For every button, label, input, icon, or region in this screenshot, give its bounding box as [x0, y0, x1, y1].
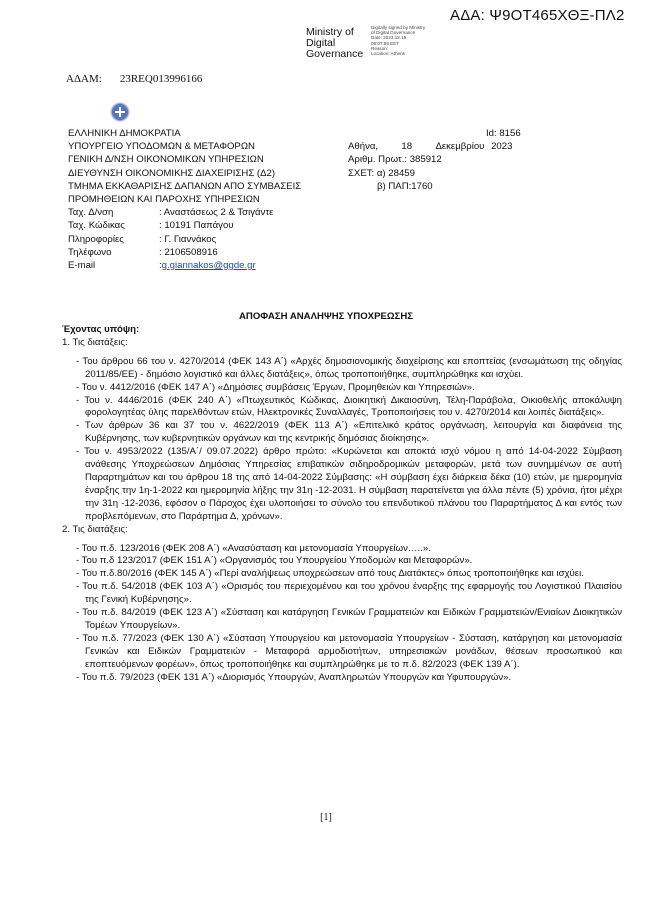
adam-value: 23REQ013996166 — [119, 73, 203, 85]
document-body — [62, 324, 622, 684]
list-item: - Του π.δ. 79/2023 (ΦΕΚ 131 Α΄) «Διορισμός Υπουργών, Αναπληρωτών Υπουργών και Υφυπουργών». — [76, 671, 512, 683]
list-item: - Του π.δ. 84/2019 (ΦΕΚ 123 Α΄) «Σύσταση και κατάργηση Γενικών Γραμματειών και Ειδικών Γραμματειών/Ενιαίων Διοικητικών Τομέων Υπουργείων». — [76, 607, 622, 631]
sender-line: ΠΡΟΜΗΘΕΙΩΝ ΚΑΙ ΠΑΡΟΧΗΣ ΥΠΗΡΕΣΙΩΝ — [68, 194, 260, 206]
signer-line: Ministry of — [306, 26, 354, 38]
email-link[interactable]: g.giannakos@ggde.gr — [161, 260, 256, 272]
list-item: - Του π.δ 123/2017 (ΦΕΚ 151 Α΄) «Οργανισμός του Υπουργείου Υποδομών και Μεταφορών». — [76, 555, 473, 567]
considering-heading: Έχοντας υπόψη: — [62, 324, 140, 335]
list-item: - Του π.δ. 54/2018 (ΦΕΚ 103 Α΄) «Ορισμός του περιεχομένου και του χρόνου έναρξης της εφαρμογής του Λογιστικού Πλαισίου της Γενική Κυβέρνησης». — [76, 581, 622, 606]
contact-email — [68, 259, 301, 272]
document-title: ΑΠΟΦΑΣΗ ΑΝΑΛΗΨΗΣ ΥΠΟΧΡΕΩΣΗΣ — [238, 311, 414, 322]
signature-line: Reason: — [371, 45, 389, 51]
contact-info — [68, 233, 301, 246]
contact-value: : Αναστάσεως 2 & Τσιγάντε — [159, 207, 274, 219]
protocol-number: Αριθμ. Πρωτ.: 385912 — [348, 154, 442, 166]
document-date — [348, 140, 521, 153]
contact-label: Πληροφορίες — [68, 233, 124, 245]
sender-line: ΔΙΕΥΘΥΝΣΗ ΟΙΚΟΝΟΜΙΚΗΣ ΔΙΑΧΕΙΡΙΣΗΣ (Δ2) — [68, 167, 276, 179]
contact-value: : 2106508916 — [159, 246, 218, 258]
page-number: [1] — [320, 812, 332, 823]
reference-b: β) ΠΑΠ:1760 — [377, 180, 433, 192]
section-2-heading: 2. Τις διατάξεις: — [62, 523, 128, 535]
ada-code: ΑΔΑ: Ψ9ΟΤ465ΧΘΞ-ΠΛ2 — [450, 7, 625, 24]
signature-line: of Digital Governance — [371, 30, 416, 36]
list-item: - Του π.δ. 123/2016 (ΦΕΚ 208 Α΄) «Ανασύσταση και μετονομασία Υπουργείων…..». — [76, 542, 431, 554]
contact-label: E-mail — [68, 260, 96, 272]
section-2-list — [76, 543, 622, 685]
list-item: - Του π.δ.80/2016 (ΦΕΚ 145 Α΄) «Περί αναλήψεως υποχρεώσεων από τους Διατάκτες» όπως τροποποιήθηκε και ισχύει. — [76, 568, 584, 580]
date-year: 2023 — [491, 141, 513, 153]
signature-line: Date: 2023.12.19 — [371, 35, 407, 41]
document-id: Id: 8156 — [486, 128, 521, 139]
contact-address — [68, 206, 301, 219]
list-item: - Του ν. 4953/2022 (135/Α΄/ 09.07.2022) άρθρο πρώτο: «Κυρώνεται και αποκτά ισχύ νόμου η από 14-04-2022 Σύμβαση ανάθεσης Υποχρεώσεων Δημόσιας Υπηρεσίας επιβατικών σιδηροδρομικών μεταφορών, μετά των συνημμένων σε αυτή Παραρτημάτων και του άρθρου 18 της από 14-04-2022 Σύμβασης: «Η σύμβαση έχει διάρκεια δέκα (10) ετών, με ημερομηνία έναρξης την 1η-1-2022 και ημερομηνία λήξης την 31η -12-2031. Η σύμβαση παρατείνεται για άλλα πέντε (5) χρόνια, ήτοι μέχρι την 31η -12-2036, εφόσον ο Πάροχος έχει υλοποιήσει το σύνολο του επενδυτικού πλάνου του Παραρτήματος Δ και εντός των προβλεπόμενων, στο Παράρτημα Δ, χρόνων». — [76, 446, 622, 522]
contact-label: Τηλέφωνο — [68, 246, 112, 258]
sender-line: ΥΠΟΥΡΓΕΙΟ ΥΠΟΔΟΜΩΝ & ΜΕΤΑΦΟΡΩΝ — [68, 141, 255, 153]
date-city: Αθήνα, — [348, 141, 379, 153]
signature-line: Digitally signed by Ministry — [371, 25, 426, 30]
contact-postcode — [68, 219, 301, 232]
section-1-heading: 1. Τις διατάξεις: — [62, 336, 128, 348]
email-prefix: : — [159, 260, 162, 272]
signer-name — [306, 27, 363, 60]
contact-phone — [68, 246, 301, 259]
contact-value: : 10191 Παπάγου — [159, 220, 234, 232]
sender-line: ΕΛΛΗΝΙΚΗ ΔΗΜΟΚΡΑΤΙΑ — [68, 128, 181, 139]
date-month: Δεκεμβρίου — [435, 141, 485, 153]
greek-emblem-icon — [111, 103, 129, 121]
adam-reference — [66, 73, 202, 85]
list-item: - Των άρθρων 36 και 37 του ν. 4622/2019 (ΦΕΚ 113 Α΄) «Επιτελικό κράτος οργάνωση, λειτουργία και διαφάνεια της Κυβέρνησης, των κυβερνητικών οργάνων και της κεντρικής δημόσιας διοίκησης». — [76, 420, 622, 445]
sender-block — [68, 127, 301, 272]
signature-line: Location: Athens — [371, 51, 405, 57]
list-item: - Του ν. 4446/2016 (ΦΕΚ 240 Α΄) «Πτωχευτικός Κώδικας, Διοικητική Δικαιοσύνη, Τέλη-Παράβολα, Οικιοθελής αποκάλυψη φορολογητέας ύλης παρελθόντων ετών, Ηλεκτρονικές Συναλλαγές, Τροποποιήσεις του ν. 4270/2014 και λοιπές διατάξεις». — [76, 394, 622, 419]
contact-label: Ταχ. Κώδικας — [68, 220, 125, 232]
signer-line: Digital — [306, 37, 336, 49]
document-meta — [348, 127, 521, 193]
contact-label: Ταχ. Δ/νση — [68, 207, 114, 219]
contact-value: : Γ. Γιαννάκος — [159, 233, 217, 245]
reference-a: ΣΧΕΤ: α) 28459 — [348, 167, 415, 179]
sender-line: ΤΜΗΜΑ ΕΚΚΑΘΑΡΙΣΗΣ ΔΑΠΑΝΩΝ ΑΠΟ ΣΥΜΒΑΣΕΙΣ — [68, 180, 302, 192]
signature-details — [371, 25, 425, 56]
sender-line: ΓΕΝΙΚΗ Δ/ΝΣΗ ΟΙΚΟΝΟΜΙΚΩΝ ΥΠΗΡΕΣΙΩΝ — [68, 154, 264, 166]
signer-line: Governance — [306, 48, 364, 60]
section-1-list — [76, 356, 622, 524]
list-item: - Του π.δ. 77/2023 (ΦΕΚ 130 Α΄) «Σύσταση Υπουργείου και μετονομασία Υπουργείων - Σύσταση, κατάργηση και μετονομασία Γενικών και Ειδικών Γραμματειών - Μεταφορά αρμοδιοτήτων, υπηρεσιακών μονάδων, θέσεων προσωπικού και εποπτευόμενων φορέων», όπως τροποποιήθηκε και συμπληρώθηκε με το π.δ. 82/2023 (ΦΕΚ 139 Α΄). — [76, 632, 622, 670]
list-item: - Του ν. 4412/2016 (ΦΕΚ 147 Α΄) «Δημόσιες συμβάσεις Έργων, Προμηθειών και Υπηρεσιών». — [76, 381, 475, 393]
list-item: - Του άρθρου 66 του ν. 4270/2014 (ΦΕΚ 143 Α΄) «Αρχές δημοσιονομικής διαχείρισης και εποπτείας (ενσωμάτωση της οδηγίας 2011/85/ΕΕ) - δημόσιο λογιστικό και άλλες διατάξεις», όπως τροποποιήθηκε, συμπληρώθηκε και ισχύει. — [76, 355, 622, 380]
date-day: 18 — [401, 141, 413, 153]
adam-label: ΑΔΑΜ: — [66, 73, 102, 85]
signature-line: 08:07:56 EET — [371, 40, 400, 46]
